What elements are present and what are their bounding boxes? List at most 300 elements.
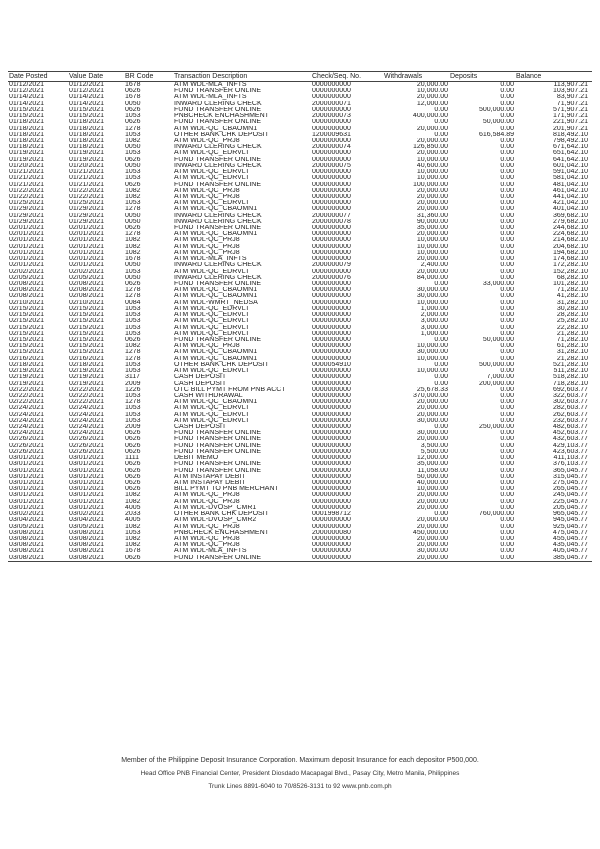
balance-cell: 365,045.77 bbox=[552, 467, 588, 474]
check-seq-cell: 1200009631 bbox=[312, 131, 351, 138]
value-date-cell: 02/15/2021 bbox=[69, 330, 105, 337]
description-cell: FUND TRANSFER ONLINE bbox=[173, 555, 311, 562]
br-code-cell: 0626 bbox=[125, 436, 141, 443]
deposit-cell: 33,000.00 bbox=[482, 281, 514, 287]
value-date-cell: 01/21/2021 bbox=[69, 181, 105, 188]
description-cell: ATM WDL-QC_PRJ8 bbox=[174, 137, 240, 144]
withdrawal-cell: 5,500.00 bbox=[420, 448, 448, 455]
balance-cell: 441,042.10 bbox=[552, 193, 588, 200]
deposit-cell: 0.00 bbox=[500, 312, 514, 319]
withdrawal-cell: 20,000.00 bbox=[416, 231, 448, 238]
check-seq-cell: 0000000000 bbox=[312, 175, 351, 182]
description-cell: PNBCHECK ENCHASHMENT bbox=[174, 529, 269, 536]
date-posted-cell: 02/18/2021 bbox=[9, 361, 45, 368]
description-cell: ATM WDL-QC_PRJ8 bbox=[174, 243, 240, 250]
check-seq-cell: 2000000077 bbox=[312, 212, 351, 219]
withdrawal-cell: 0.00 bbox=[434, 281, 448, 287]
date-posted-cell: 03/08/2021 bbox=[9, 535, 45, 542]
value-date-cell: 01/21/2021 bbox=[69, 169, 105, 176]
value-date-cell: 03/01/2021 bbox=[69, 504, 105, 511]
date-posted-cell: 01/18/2021 bbox=[9, 131, 45, 138]
deposit-cell: 0.00 bbox=[500, 100, 514, 107]
check-seq-cell: 0000000000 bbox=[312, 299, 351, 306]
date-posted-cell: 01/19/2021 bbox=[9, 150, 45, 157]
br-code-cell: 1678 bbox=[125, 256, 141, 263]
date-posted-cell: 02/19/2021 bbox=[9, 380, 45, 387]
deposit-cell: 0.00 bbox=[500, 268, 514, 275]
description-cell: ATM WDL-QC_PRJ8 bbox=[174, 237, 240, 244]
deposit-cell: 0.00 bbox=[500, 529, 514, 536]
br-code-cell: 1278 bbox=[125, 231, 141, 238]
check-seq-cell: 0000000000 bbox=[312, 156, 351, 163]
description-cell: FUND TRANSFER ONLINE bbox=[174, 88, 261, 95]
date-posted-cell: 02/24/2021 bbox=[9, 424, 45, 431]
br-code-cell: 1053 bbox=[125, 411, 141, 418]
br-code-cell: 1053 bbox=[125, 200, 141, 207]
balance-cell: 103,907.21 bbox=[552, 88, 588, 95]
value-date-cell: 02/22/2021 bbox=[69, 386, 105, 393]
balance-cell: 262,603.77 bbox=[552, 411, 588, 418]
deposit-cell: 0.00 bbox=[500, 349, 514, 356]
balance-cell: 205,045.77 bbox=[552, 504, 588, 511]
value-date-cell: 01/19/2021 bbox=[69, 150, 105, 157]
date-posted-cell: 02/15/2021 bbox=[9, 305, 45, 312]
date-posted-cell: 03/01/2021 bbox=[9, 467, 45, 474]
balance-cell: 423,603.77 bbox=[552, 448, 588, 455]
check-seq-cell: 2000000073 bbox=[312, 113, 351, 120]
description-cell: ATM WDL-MLA_INFTS bbox=[174, 94, 247, 101]
withdrawal-cell: 30,000.00 bbox=[416, 417, 448, 424]
date-posted-cell: 02/15/2021 bbox=[9, 330, 45, 337]
value-date-cell: 02/15/2021 bbox=[69, 318, 105, 325]
br-code-cell: 1082 bbox=[125, 137, 141, 144]
br-code-cell: 0626 bbox=[125, 442, 141, 449]
description-cell: ATM WDL-QC_CBAOMN1 bbox=[174, 206, 258, 213]
deposit-cell: 0.00 bbox=[500, 81, 514, 88]
withdrawal-cell: 0.00 bbox=[434, 119, 448, 126]
header-br-code: BR Code bbox=[124, 72, 173, 82]
description-cell: CASH WITHDRAWAL bbox=[174, 392, 243, 399]
deposit-cell: 0.00 bbox=[500, 467, 514, 474]
date-posted-cell: 01/18/2021 bbox=[9, 137, 45, 144]
description-cell: DEBIT MEMO bbox=[174, 455, 219, 462]
check-seq-cell: 0000000000 bbox=[312, 486, 351, 493]
value-date-cell: 01/14/2021 bbox=[69, 100, 105, 107]
deposit-cell: 0.00 bbox=[500, 293, 514, 300]
balance-cell: 432,603.77 bbox=[552, 436, 588, 443]
value-date-cell: 01/19/2021 bbox=[69, 156, 105, 163]
withdrawal-cell: 10,000.00 bbox=[416, 243, 448, 250]
check-seq-cell: 0000000000 bbox=[312, 243, 351, 250]
value-date-cell: 02/08/2021 bbox=[69, 281, 105, 287]
balance-cell: 601,042.10 bbox=[552, 162, 588, 169]
date-posted-cell: 02/26/2021 bbox=[9, 442, 45, 449]
deposit-cell: 0.00 bbox=[500, 200, 514, 207]
date-posted-cell: 01/21/2021 bbox=[9, 169, 45, 176]
date-posted-cell: 01/21/2021 bbox=[9, 175, 45, 182]
value-date-cell: 03/01/2021 bbox=[69, 461, 105, 468]
balance-cell: 411,103.77 bbox=[553, 455, 588, 462]
balance-cell: 174,682.10 bbox=[552, 256, 588, 263]
withdrawal-cell: 20,000.00 bbox=[383, 555, 449, 562]
withdrawal-cell: 10,000.00 bbox=[416, 486, 448, 493]
br-code-cell: 1278 bbox=[125, 293, 141, 300]
value-date-cell: 02/24/2021 bbox=[69, 411, 105, 418]
check-seq-cell: 2000000074 bbox=[312, 144, 351, 151]
check-seq-cell: 0000000000 bbox=[312, 492, 351, 499]
description-cell: ATM WDL-QC_EDRVLT bbox=[174, 330, 250, 337]
date-posted-cell: 01/29/2021 bbox=[9, 218, 45, 225]
value-date-cell: 03/08/2021 bbox=[69, 542, 105, 549]
balance-cell: 302,603.77 bbox=[552, 399, 588, 406]
deposit-cell: 0.00 bbox=[500, 480, 514, 486]
description-cell: FUND TRANSFER ONLINE bbox=[174, 442, 261, 449]
br-code-cell: 1053 bbox=[125, 392, 141, 399]
check-seq-cell: 0000054910 bbox=[312, 361, 351, 368]
date-posted-cell: 02/24/2021 bbox=[9, 417, 45, 424]
description-cell: ATM WDL-DVOSP_CMR1 bbox=[174, 504, 257, 511]
value-date-cell: 02/24/2021 bbox=[69, 430, 105, 437]
value-date-cell: 01/18/2021 bbox=[69, 131, 105, 138]
deposit-cell: 0.00 bbox=[500, 492, 514, 499]
deposit-cell: 0.00 bbox=[500, 473, 514, 480]
description-cell: INWARD CLERING CHECK bbox=[174, 144, 262, 151]
withdrawal-cell: 10,000.00 bbox=[416, 368, 448, 375]
description-cell: ATM WDL-QC_PRJ8 bbox=[174, 523, 240, 530]
balance-cell: 31,282.10 bbox=[556, 299, 588, 306]
br-code-cell: 1082 bbox=[125, 193, 141, 200]
balance-cell: 571,907.21 bbox=[552, 106, 588, 113]
balance-cell: 22,282.10 bbox=[556, 324, 588, 331]
balance-cell: 21,282.10 bbox=[556, 355, 588, 362]
withdrawal-cell: 20,000.00 bbox=[416, 81, 448, 88]
withdrawal-cell: 10,000.00 bbox=[416, 175, 448, 182]
check-seq-cell: 0000000000 bbox=[312, 461, 351, 468]
table-row bbox=[8, 82, 592, 89]
date-posted-cell: 01/14/2021 bbox=[9, 100, 45, 107]
check-seq-cell: 0000000000 bbox=[312, 169, 351, 176]
balance-cell: 518,282.10 bbox=[552, 374, 588, 381]
header-description: Transaction Description bbox=[173, 72, 311, 82]
deposit-cell: 0.00 bbox=[500, 455, 514, 462]
withdrawal-cell: 3,000.00 bbox=[420, 324, 448, 331]
description-cell: FUND TRANSFER ONLINE bbox=[174, 225, 261, 232]
description-cell: FUND TRANSFER ONLINE bbox=[174, 156, 261, 163]
description-cell: ATM WDL-QC_EDRVLT bbox=[174, 169, 250, 176]
deposit-cell: 0.00 bbox=[500, 504, 514, 511]
withdrawal-cell: 84,000.00 bbox=[416, 274, 448, 281]
br-code-cell: 1053 bbox=[125, 169, 141, 176]
balance-cell: 265,045.77 bbox=[552, 486, 588, 493]
withdrawal-cell: 90,000.00 bbox=[416, 218, 448, 225]
value-date-cell: 02/26/2021 bbox=[69, 436, 105, 443]
br-code-cell: 1278 bbox=[125, 399, 141, 406]
date-posted-cell: 02/10/2021 bbox=[9, 299, 45, 306]
check-seq-cell: 0000000000 bbox=[312, 504, 351, 511]
check-seq-cell: 2000000079 bbox=[312, 262, 351, 269]
withdrawal-cell: 0.00 bbox=[434, 106, 448, 113]
withdrawal-cell: 20,000.00 bbox=[416, 399, 448, 406]
value-date-cell: 01/15/2021 bbox=[69, 113, 105, 120]
value-date-cell: 01/14/2021 bbox=[69, 94, 105, 101]
description-cell: FUND TRANSFER ONLINE bbox=[174, 336, 261, 343]
description-cell: ATM WDL-QC_CBAOMN1 bbox=[174, 125, 258, 132]
withdrawal-cell: 20,000.00 bbox=[416, 411, 448, 418]
check-seq-cell: 0000000000 bbox=[312, 417, 351, 424]
withdrawal-cell: 12,000.00 bbox=[416, 455, 448, 462]
date-posted-cell: 03/01/2021 bbox=[9, 480, 45, 486]
description-cell: BILL PYMT TO PNB MERCHANT bbox=[174, 486, 279, 493]
date-posted-cell: 02/19/2021 bbox=[9, 368, 45, 375]
br-code-cell: 1278 bbox=[125, 125, 141, 132]
withdrawal-cell: 20,000.00 bbox=[416, 523, 448, 530]
value-date-cell: 01/18/2021 bbox=[69, 137, 105, 144]
withdrawal-cell: 20,000.00 bbox=[416, 137, 448, 144]
description-cell: ATM WDL-QC_PRJ8 bbox=[174, 498, 240, 505]
br-code-cell: 0050 bbox=[125, 262, 141, 269]
br-code-cell: 0626 bbox=[125, 281, 141, 287]
withdrawal-cell: 20,000.00 bbox=[416, 492, 448, 499]
withdrawal-cell: 0.00 bbox=[434, 511, 448, 518]
date-posted-cell: 02/19/2021 bbox=[9, 374, 45, 381]
check-seq-cell: 0000000000 bbox=[312, 287, 351, 294]
br-code-cell: 0050 bbox=[125, 212, 141, 219]
date-posted-cell: 02/15/2021 bbox=[9, 336, 45, 343]
br-code-cell: 1053 bbox=[125, 529, 141, 536]
withdrawal-cell: 0.00 bbox=[434, 380, 448, 387]
withdrawal-cell: 50,000.00 bbox=[416, 473, 448, 480]
description-cell: ATM WDL-QC_EDRVLT bbox=[174, 318, 250, 325]
br-code-cell: 1082 bbox=[125, 237, 141, 244]
date-posted-cell: 02/24/2021 bbox=[9, 430, 45, 437]
deposit-cell: 0.00 bbox=[500, 436, 514, 443]
description-cell: FUND TRANSFER ONLINE bbox=[174, 461, 261, 468]
balance-cell: 225,045.77 bbox=[552, 498, 588, 505]
value-date-cell: 03/04/2021 bbox=[69, 517, 105, 524]
br-code-cell: 1278 bbox=[125, 206, 141, 213]
header-date-posted: Date Posted bbox=[8, 72, 68, 82]
deposit-cell: 0.00 bbox=[500, 262, 514, 269]
date-posted-cell: 02/15/2021 bbox=[9, 324, 45, 331]
value-date-cell: 01/29/2021 bbox=[69, 206, 105, 213]
value-date-cell: 03/01/2021 bbox=[69, 480, 105, 486]
br-code-cell: 0626 bbox=[125, 336, 141, 343]
date-posted-cell: 02/08/2021 bbox=[9, 287, 45, 294]
withdrawal-cell: 20,000.00 bbox=[416, 436, 448, 443]
withdrawal-cell: 10,000.00 bbox=[416, 88, 448, 95]
balance-cell: 641,642.10 bbox=[552, 156, 588, 163]
description-cell: FUND TRANSFER ONLINE bbox=[174, 467, 261, 474]
description-cell: ATM WDL-QC_CBAOMN1 bbox=[174, 349, 258, 356]
description-cell: ATM INSTAPAY DEBIT bbox=[174, 473, 246, 480]
deposit-cell: 616,584.89 bbox=[478, 131, 514, 138]
value-date-cell: 02/01/2021 bbox=[69, 231, 105, 238]
balance-cell: 31,282.10 bbox=[556, 349, 588, 356]
check-seq-cell: 0000000000 bbox=[312, 330, 351, 337]
balance-cell: 461,042.10 bbox=[552, 187, 588, 194]
description-cell: FUND TRANSFER ONLINE bbox=[174, 430, 261, 437]
value-date-cell: 01/21/2021 bbox=[69, 175, 105, 182]
description-cell: ATM WDL-MLA_INFTS bbox=[174, 548, 247, 555]
check-seq-cell: 0000000000 bbox=[312, 480, 351, 486]
description-cell: INWARD CLERING CHECK bbox=[174, 100, 262, 107]
date-posted-cell: 02/22/2021 bbox=[9, 392, 45, 399]
balance-cell: 421,042.10 bbox=[552, 200, 588, 207]
deposit-cell: 0.00 bbox=[500, 542, 514, 549]
deposit-cell: 0.00 bbox=[500, 144, 514, 151]
date-posted-cell: 02/08/2021 bbox=[9, 281, 45, 287]
description-cell: FUND TRANSFER ONLINE bbox=[174, 448, 261, 455]
check-seq-cell: 0000000000 bbox=[312, 498, 351, 505]
br-code-cell: 1082 bbox=[125, 187, 141, 194]
description-cell: ATM WDL-QC_CBAOMN1 bbox=[174, 231, 258, 238]
br-code-cell: 0050 bbox=[125, 274, 141, 281]
description-cell: INWARD CLERING CHECK bbox=[174, 162, 262, 169]
check-seq-cell: 0000000000 bbox=[312, 424, 351, 431]
value-date-cell: 02/24/2021 bbox=[69, 417, 105, 424]
br-code-cell: 1053 bbox=[125, 305, 141, 312]
br-code-cell: 0626 bbox=[125, 467, 141, 474]
br-code-cell: 1053 bbox=[125, 324, 141, 331]
check-seq-cell: 0000000000 bbox=[312, 150, 351, 157]
check-seq-cell: 0000000000 bbox=[312, 436, 351, 443]
description-cell: OTHER BANK CHK DEPOSIT bbox=[174, 361, 269, 368]
check-seq-cell: 0000000000 bbox=[312, 200, 351, 207]
check-seq-cell: 0000000000 bbox=[312, 206, 351, 213]
value-date-cell: 02/18/2021 bbox=[69, 361, 105, 368]
value-date-cell: 03/05/2021 bbox=[69, 523, 105, 530]
withdrawal-cell: 3,500.00 bbox=[420, 442, 448, 449]
deposit-cell: 0.00 bbox=[500, 305, 514, 312]
balance-cell: 591,042.10 bbox=[552, 169, 588, 176]
description-cell: CASH DEPOSIT bbox=[174, 374, 227, 381]
deposit-cell: 0.00 bbox=[500, 212, 514, 219]
check-seq-cell: 0000000000 bbox=[312, 336, 351, 343]
deposit-cell: 7,000.00 bbox=[486, 374, 514, 381]
check-seq-cell: 0000000000 bbox=[312, 411, 351, 418]
withdrawal-cell: 370,000.00 bbox=[412, 392, 448, 399]
description-cell: CASH DEPOSIT bbox=[174, 424, 227, 431]
withdrawal-cell: 30,000.00 bbox=[416, 293, 448, 300]
check-seq-cell: 0000000000 bbox=[312, 386, 351, 393]
value-date-cell: 02/15/2021 bbox=[69, 324, 105, 331]
deposit-cell: 0.00 bbox=[500, 411, 514, 418]
deposit-cell: 0.00 bbox=[500, 156, 514, 163]
check-seq-cell: 2000000075 bbox=[312, 162, 351, 169]
description-cell: ATM WDL-QC_EDRVLT bbox=[174, 368, 250, 375]
deposit-cell: 0.00 bbox=[500, 299, 514, 306]
date-posted-cell: 01/20/2021 bbox=[9, 162, 45, 169]
check-seq-cell: 0000000000 bbox=[312, 349, 351, 356]
value-date-cell: 02/26/2021 bbox=[69, 442, 105, 449]
date-posted-cell: 01/15/2021 bbox=[9, 113, 45, 120]
balance-cell: 405,045.77 bbox=[552, 548, 588, 555]
withdrawal-cell: 20,000.00 bbox=[416, 256, 448, 263]
br-code-cell: 1082 bbox=[125, 535, 141, 542]
br-code-cell: 3117 bbox=[125, 374, 141, 381]
deposit-cell: 200,000.00 bbox=[478, 380, 514, 387]
description-cell: ATM WDL-QC_CBAOMN1 bbox=[174, 355, 258, 362]
deposit-cell: 0.00 bbox=[500, 88, 514, 95]
check-seq-cell: 0000000000 bbox=[312, 399, 351, 406]
check-seq-cell: 0000000000 bbox=[312, 312, 351, 319]
date-posted-cell: 03/01/2021 bbox=[9, 473, 45, 480]
br-code-cell: 2009 bbox=[125, 424, 141, 431]
br-code-cell: 1053 bbox=[125, 330, 141, 337]
deposit-cell: 0.00 bbox=[500, 187, 514, 194]
deposit-cell: 500,000.00 bbox=[478, 106, 514, 113]
value-date-cell: 03/01/2021 bbox=[69, 492, 105, 499]
check-seq-cell: 2000000071 bbox=[312, 100, 351, 107]
value-date-cell: 02/26/2021 bbox=[69, 448, 105, 455]
withdrawal-cell: 20,000.00 bbox=[416, 517, 448, 524]
description-cell: ATM WDL-MLA_INFTS bbox=[174, 81, 247, 88]
check-seq-cell: 0000000000 bbox=[312, 392, 351, 399]
date-posted-cell: 01/12/2021 bbox=[9, 81, 45, 88]
withdrawal-cell: 20,000.00 bbox=[416, 94, 448, 101]
balance-cell: 204,682.10 bbox=[552, 243, 588, 250]
deposit-cell: 0.00 bbox=[500, 125, 514, 132]
date-posted-cell: 01/12/2021 bbox=[9, 88, 45, 95]
value-date-cell: 02/19/2021 bbox=[69, 368, 105, 375]
header-balance: Balance bbox=[515, 72, 592, 82]
check-seq-cell: 0000000000 bbox=[312, 237, 351, 244]
br-code-cell: 1082 bbox=[125, 343, 141, 350]
deposit-cell: 0.00 bbox=[500, 448, 514, 455]
withdrawal-cell: 30,000.00 bbox=[416, 548, 448, 555]
description-cell: INWARD CLERING CHECK bbox=[174, 212, 262, 219]
check-seq-cell: 0000000000 bbox=[312, 268, 351, 275]
withdrawal-cell: 20,000.00 bbox=[416, 535, 448, 542]
date-posted-cell: 02/15/2021 bbox=[9, 312, 45, 319]
check-seq-cell: 0000000000 bbox=[312, 106, 351, 113]
withdrawal-cell: 3,000.00 bbox=[420, 318, 448, 325]
br-code-cell: 0050 bbox=[125, 218, 141, 225]
description-cell: ATM WDL-QC_PRJ8 bbox=[174, 193, 240, 200]
value-date-cell: 02/19/2021 bbox=[69, 380, 105, 387]
withdrawal-cell: 31,360.00 bbox=[416, 212, 448, 219]
value-date-cell: 03/08/2021 bbox=[69, 529, 105, 536]
deposit-cell: 0.00 bbox=[500, 548, 514, 555]
description-cell: ATM WDL-WMRT_NEDSA bbox=[174, 299, 258, 306]
withdrawal-cell: 20,000.00 bbox=[416, 405, 448, 412]
date-posted-cell: 03/04/2021 bbox=[9, 517, 45, 524]
check-seq-cell: 0000000000 bbox=[312, 281, 351, 287]
balance-cell: 71,907.21 bbox=[556, 100, 588, 107]
br-code-cell: 1053 bbox=[125, 312, 141, 319]
br-code-cell: 0626 bbox=[125, 480, 141, 486]
deposit-cell: 0.00 bbox=[500, 343, 514, 350]
withdrawal-cell: 10,000.00 bbox=[416, 249, 448, 256]
date-posted-cell: 03/08/2021 bbox=[8, 555, 68, 562]
balance-cell: 651,642.10 bbox=[552, 150, 588, 157]
balance-cell: 221,907.21 bbox=[552, 119, 588, 126]
description-cell: INWARD CLERING CHECK bbox=[174, 274, 262, 281]
br-code-cell: 1678 bbox=[125, 548, 141, 555]
description-cell: ATM WDL-QC_EDRVLT bbox=[174, 175, 250, 182]
withdrawal-cell: 12,000.00 bbox=[416, 100, 448, 107]
date-posted-cell: 02/15/2021 bbox=[9, 349, 45, 356]
deposit-cell: 0.00 bbox=[500, 150, 514, 157]
header-value-date: Value Date bbox=[68, 72, 124, 82]
description-cell: FUND TRANSFER ONLINE bbox=[174, 106, 261, 113]
transaction-table bbox=[8, 71, 592, 562]
deposit-cell: 0.00 bbox=[500, 461, 514, 468]
balance-cell: 429,103.77 bbox=[552, 442, 588, 449]
br-code-cell: 1053 bbox=[125, 361, 141, 368]
date-posted-cell: 03/01/2021 bbox=[9, 486, 45, 493]
br-code-cell: 0050 bbox=[125, 162, 141, 169]
